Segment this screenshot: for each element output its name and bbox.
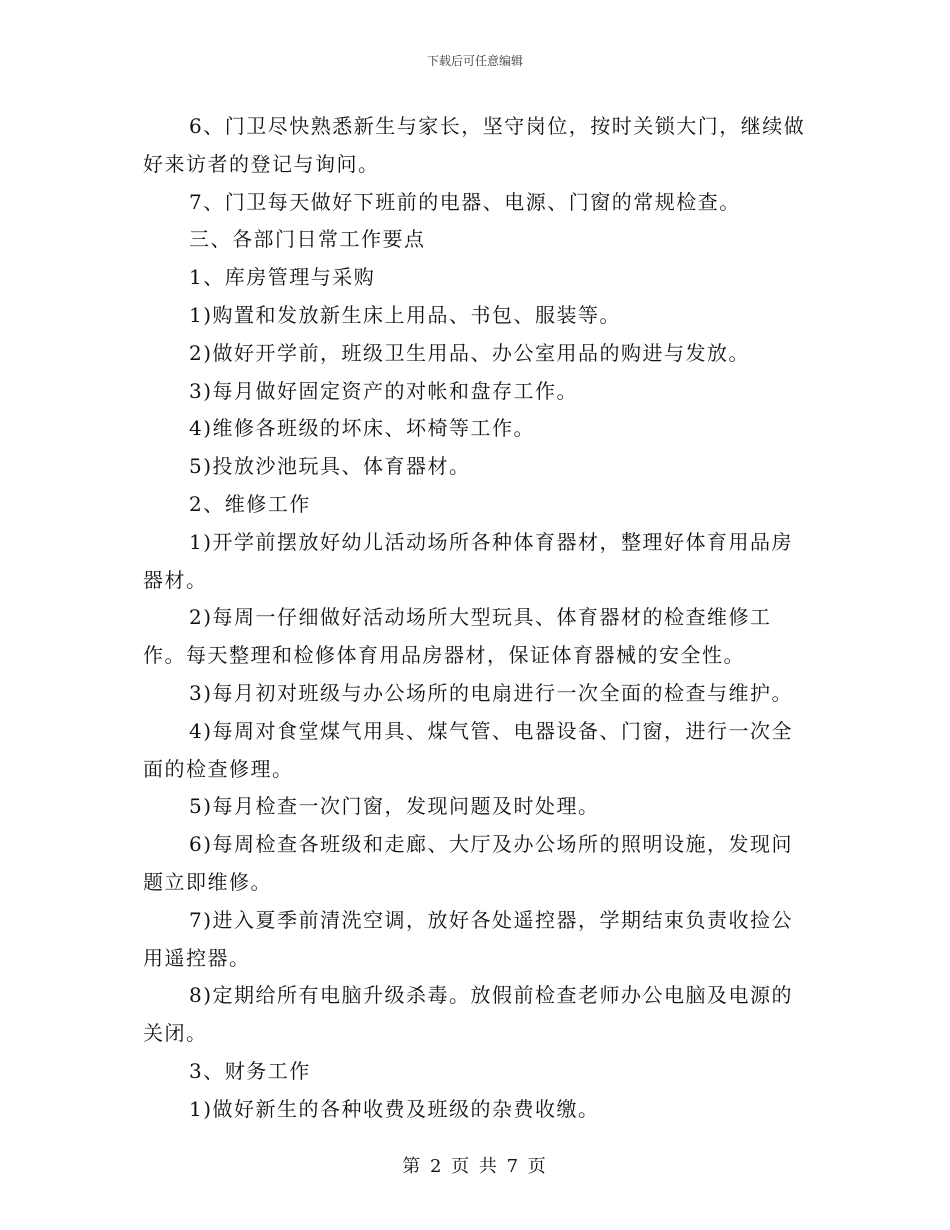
- paragraph-storage-2: 2)做好开学前，班级卫生用品、办公室用品的购进与发放。: [189, 340, 751, 365]
- document-body: [143, 108, 813, 1129]
- paragraph-maintenance-2: 2)每周一仔细做好活动场所大型玩具、体育器材的检查维修工作。每天整理和检修体育用品房器材，保证体育器械的安全性。: [143, 605, 772, 668]
- subsection-heading-finance: 3、财务工作: [189, 1058, 311, 1083]
- subsection-heading-maintenance: 2、维修工作: [189, 491, 311, 516]
- paragraph-storage-3: 3)每月做好固定资产的对帐和盘存工作。: [189, 378, 579, 403]
- paragraph-storage-4: 4)维修各班级的坏床、坏椅等工作。: [189, 416, 536, 441]
- page-header: 下载后可任意编辑: [426, 54, 523, 68]
- paragraph-maintenance-5: 5)每月检查一次门窗，发现问题及时处理。: [189, 794, 600, 819]
- page-number: 第 2 页 共 7 页: [402, 1156, 548, 1177]
- paragraph-storage-1: 1)购置和发放新生床上用品、书包、服装等。: [189, 302, 622, 327]
- paragraph-maintenance-7: 7)进入夏季前清洗空调，放好各处遥控器，学期结束负责收捡公用遥控器。: [143, 907, 794, 970]
- paragraph-maintenance-1: 1)开学前摆放好幼儿活动场所各种体育器材，整理好体育用品房器材。: [143, 529, 794, 592]
- section-heading-3: 三、各部门日常工作要点: [189, 227, 426, 252]
- paragraph-item-6-gatekeeper: 6、门卫尽快熟悉新生与家长，坚守岗位，按时关锁大门，继续做好来访者的登记与询问。: [143, 114, 806, 176]
- subsection-heading-storage: 1、库房管理与采购: [189, 265, 376, 290]
- paragraph-maintenance-6: 6)每周检查各班级和走廊、大厅及办公场所的照明设施，发现问题立即维修。: [143, 832, 794, 894]
- paragraph-storage-5: 5)投放沙池玩具、体育器材。: [189, 454, 471, 479]
- paragraph-maintenance-4: 4)每周对食堂煤气用具、煤气管、电器设备、门窗，进行一次全面的检查修理。: [143, 718, 794, 781]
- paragraph-maintenance-3: 3)每月初对班级与办公场所的电扇进行一次全面的检查与维护。: [189, 680, 794, 705]
- paragraph-maintenance-8: 8)定期给所有电脑升级杀毒。放假前检查老师办公电脑及电源的关闭。: [143, 983, 794, 1046]
- paragraph-item-7-gatekeeper: 7、门卫每天做好下班前的电器、电源、门窗的常规检查。: [189, 189, 741, 214]
- paragraph-finance-1: 1)做好新生的各种收费及班级的杂费收缴。: [189, 1096, 600, 1121]
